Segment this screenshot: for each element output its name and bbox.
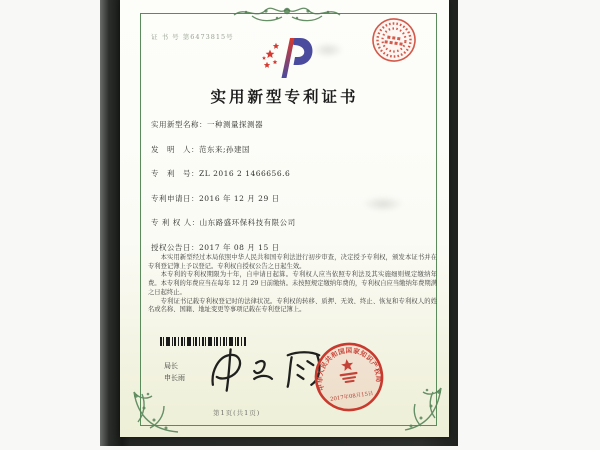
field-value: 一种测量探测器 — [207, 120, 263, 129]
legal-paragraph: 本专利的专利权期限为十年，自申请日起算。专利权人应当依照专利法及其实施细则规定缴纳年费。本专利的年费应当在每年 12 月 29 日前缴纳。未按照规定缴纳年费的，专利权自应当缴纳年费期满之日起终止。 — [148, 271, 437, 296]
field-value: 2017 年 08 月 15 日 — [199, 242, 280, 252]
certificate-number: 证 书 号 第6473815号 — [151, 33, 234, 41]
field-label: 专 利 权 人： — [151, 218, 200, 227]
field-value: 范东来;孙建国 — [199, 144, 251, 154]
field-value: 山东路盛环保科技有限公司 — [199, 218, 296, 227]
corner-flourish-icon — [403, 384, 448, 432]
field-label: 授权公告日： — [151, 242, 199, 252]
field-row — [151, 217, 431, 242]
field-value: ZL 2016 2 1466656.6 — [199, 169, 291, 178]
certificate-fields — [151, 119, 431, 266]
seal-ring-text: 中华人民共和国国家知识产权局 — [316, 346, 383, 392]
field-label: 专 利 号： — [151, 169, 199, 178]
page-number: 第1页(共1页) — [213, 409, 261, 417]
legal-paragraph: 本实用新型经过本局依照中华人民共和国专利法进行初步审查，决定授予专利权，颁发本证书并在专利登记簿上予以登记。专利权自授权公告之日起生效。 — [148, 254, 437, 270]
corner-flourish-icon — [128, 386, 183, 434]
field-label: 发 明 人： — [151, 144, 199, 154]
garland-ornament-icon — [232, 0, 342, 28]
field-label: 实用新型名称： — [151, 120, 207, 129]
photo-smudge — [312, 42, 344, 58]
red-verification-stamp-icon — [368, 14, 420, 66]
cnipa-patent-logo-icon — [260, 34, 320, 80]
field-row — [151, 168, 431, 193]
certificate-paper — [120, 0, 449, 437]
legal-text — [148, 254, 437, 315]
field-row — [151, 144, 431, 169]
signer-block — [164, 360, 185, 384]
legal-paragraph: 专利证书记载专利权登记时的法律状况。专利权的转移、质押、无效、终止、恢复和专利权人的姓名或名称、国籍、地址变更等事项记载在专利登记簿上。 — [148, 297, 437, 314]
official-seal-icon — [308, 336, 389, 417]
signer-name: 申长雨 — [164, 374, 185, 382]
field-row — [151, 119, 431, 144]
seal-date: 2017年08月15日 — [329, 390, 374, 403]
page-title: 实用新型专利证书 — [210, 87, 359, 106]
signer-title: 局长 — [164, 362, 178, 370]
field-row — [151, 193, 431, 218]
field-value: 2016 年 12 月 29 日 — [199, 193, 280, 203]
field-label: 专利申请日： — [151, 193, 199, 203]
